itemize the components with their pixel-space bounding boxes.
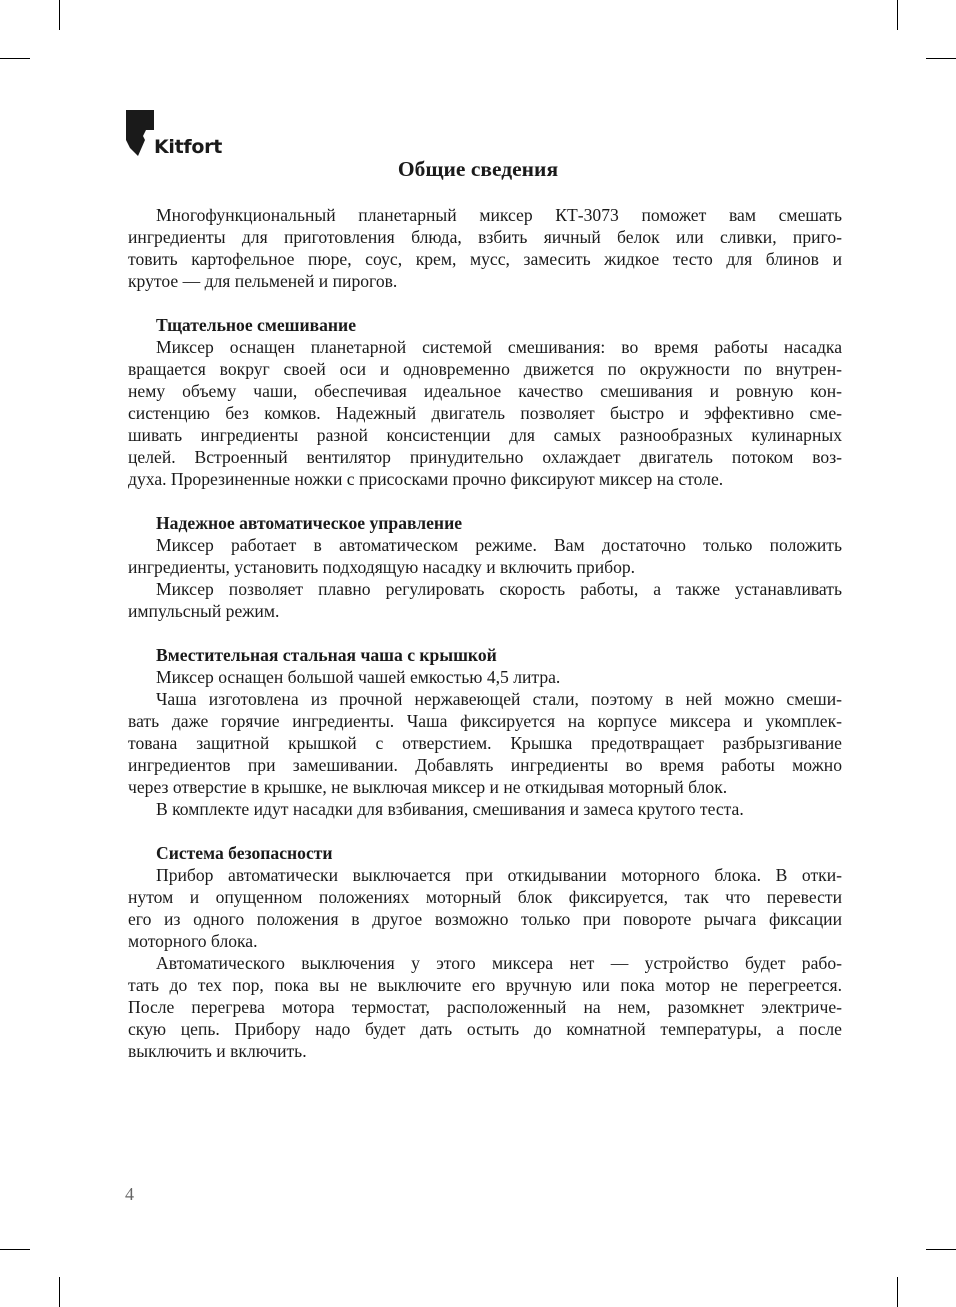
paragraph xyxy=(128,534,842,578)
text-line: Миксер позволяет плавно регулировать скорость работы, а также устанавливать xyxy=(156,579,842,599)
section-spacer xyxy=(128,622,842,644)
text-line: Миксер работает в автоматическом режиме. Вам достаточно только положить xyxy=(156,535,842,555)
crop-mark xyxy=(926,1249,956,1250)
page-number: 4 xyxy=(125,1184,134,1204)
section xyxy=(128,314,842,490)
document-body xyxy=(128,204,842,1062)
crop-mark xyxy=(59,0,60,30)
section-heading: Надежное автоматическое управление xyxy=(156,513,463,533)
section-spacer xyxy=(128,820,842,842)
crop-mark xyxy=(0,1249,30,1250)
crop-mark xyxy=(0,58,30,59)
section-heading: Тщательное смешивание xyxy=(156,315,356,335)
text-line: тована защитной крышкой с отверстием. Крышка предотвращает разбрызгивание xyxy=(128,733,842,753)
crop-mark xyxy=(59,1277,60,1307)
paragraph xyxy=(128,204,842,292)
text-line: крутое — для пельменей и пирогов. xyxy=(128,271,398,291)
section-heading: Вместительная стальная чаша с крышкой xyxy=(156,645,497,665)
text-line: После перегрева мотора термостат, расположенный на нем, разомкнет электриче- xyxy=(128,997,842,1017)
text-line: Миксер оснащен планетарной системой смешивания: во время работы насадка xyxy=(156,337,842,357)
section-spacer xyxy=(128,292,842,314)
section-spacer xyxy=(128,490,842,512)
section xyxy=(128,512,842,622)
logo-text: Kitfort xyxy=(154,136,222,158)
text-line: систенцию без комков. Надежный двигатель позволяет быстро и эффективно сме- xyxy=(128,403,842,423)
text-line: Прибор автоматически выключается при откидывании моторного блока. В отки- xyxy=(156,865,842,885)
text-line: товить картофельное пюре, соус, крем, мусс, замесить жидкое тесто для блинов и xyxy=(128,249,842,269)
text-line: импульсный режим. xyxy=(128,601,280,621)
text-line: шивать ингредиенты разной консистенции для самых разнообразных кулинарных xyxy=(128,425,842,445)
text-line: Автоматического выключения у этого миксера нет — устройство будет рабо- xyxy=(156,953,842,973)
text-line: тать до тех пор, пока вы не выключите его вручную или пока мотор не перегреется. xyxy=(128,975,842,995)
text-line: духа. Прорезиненные ножки с присосками прочно фиксируют миксер на столе. xyxy=(128,469,724,489)
text-line: через отверстие в крышке, не выключая миксер и не откидывая моторный блок. xyxy=(128,777,728,797)
text-line: В комплекте идут насадки для взбивания, смешивания и замеса крутого теста. xyxy=(156,799,744,819)
paragraph xyxy=(128,336,842,490)
text-line: нутом и опущенном положениях моторный блок фиксируется, так что перевести xyxy=(128,887,842,907)
text-line: вращается вокруг своей оси и одновременно движется по окружности по внутрен- xyxy=(128,359,842,379)
paragraph xyxy=(128,952,842,1062)
crop-mark xyxy=(926,58,956,59)
section xyxy=(128,204,842,292)
page-title: Общие сведения xyxy=(397,157,559,181)
paragraph xyxy=(128,688,842,798)
crop-mark xyxy=(897,1277,898,1307)
text-line: нему объему чаши, обеспечивая идеальное качество смешивания и ровную кон- xyxy=(128,381,842,401)
text-line: ингредиенты, установить подходящую насадку и включить прибор. xyxy=(128,557,636,577)
text-line: моторного блока. xyxy=(128,931,258,951)
text-line: скую цепь. Прибору надо будет дать остыть до комнатной температуры, а после xyxy=(128,1019,842,1039)
text-line: выключить и включить. xyxy=(128,1041,307,1061)
kitfort-logo-icon xyxy=(126,110,156,158)
text-line: его из одного положения в другое возможно только при повороте рычага фиксации xyxy=(128,909,842,929)
text-line: ингредиенты для приготовления блюда, взбить яичный белок или сливки, приго- xyxy=(128,227,842,247)
text-line: Многофункциональный планетарный миксер КТ-3073 поможет вам смешать xyxy=(156,205,842,225)
section xyxy=(128,644,842,820)
text-line: целей. Встроенный вентилятор принудительно охлаждает двигатель потоком воз- xyxy=(128,447,842,467)
section-heading: Система безопасности xyxy=(156,843,333,863)
paragraph xyxy=(128,798,842,820)
text-line: Миксер оснащен большой чашей емкостью 4,5 литра. xyxy=(156,667,561,687)
paragraph xyxy=(128,864,842,952)
crop-mark xyxy=(897,0,898,30)
paragraph xyxy=(128,578,842,622)
text-line: вать даже горячие ингредиенты. Чаша фиксируется на корпусе миксера и укомплек- xyxy=(128,711,842,731)
section xyxy=(128,842,842,1062)
text-line: Чаша изготовлена из прочной нержавеющей стали, поэтому в ней можно смеши- xyxy=(156,689,842,709)
paragraph xyxy=(128,666,842,688)
text-line: ингредиентов при замешивании. Добавлять ингредиенты во время работы можно xyxy=(128,755,842,775)
